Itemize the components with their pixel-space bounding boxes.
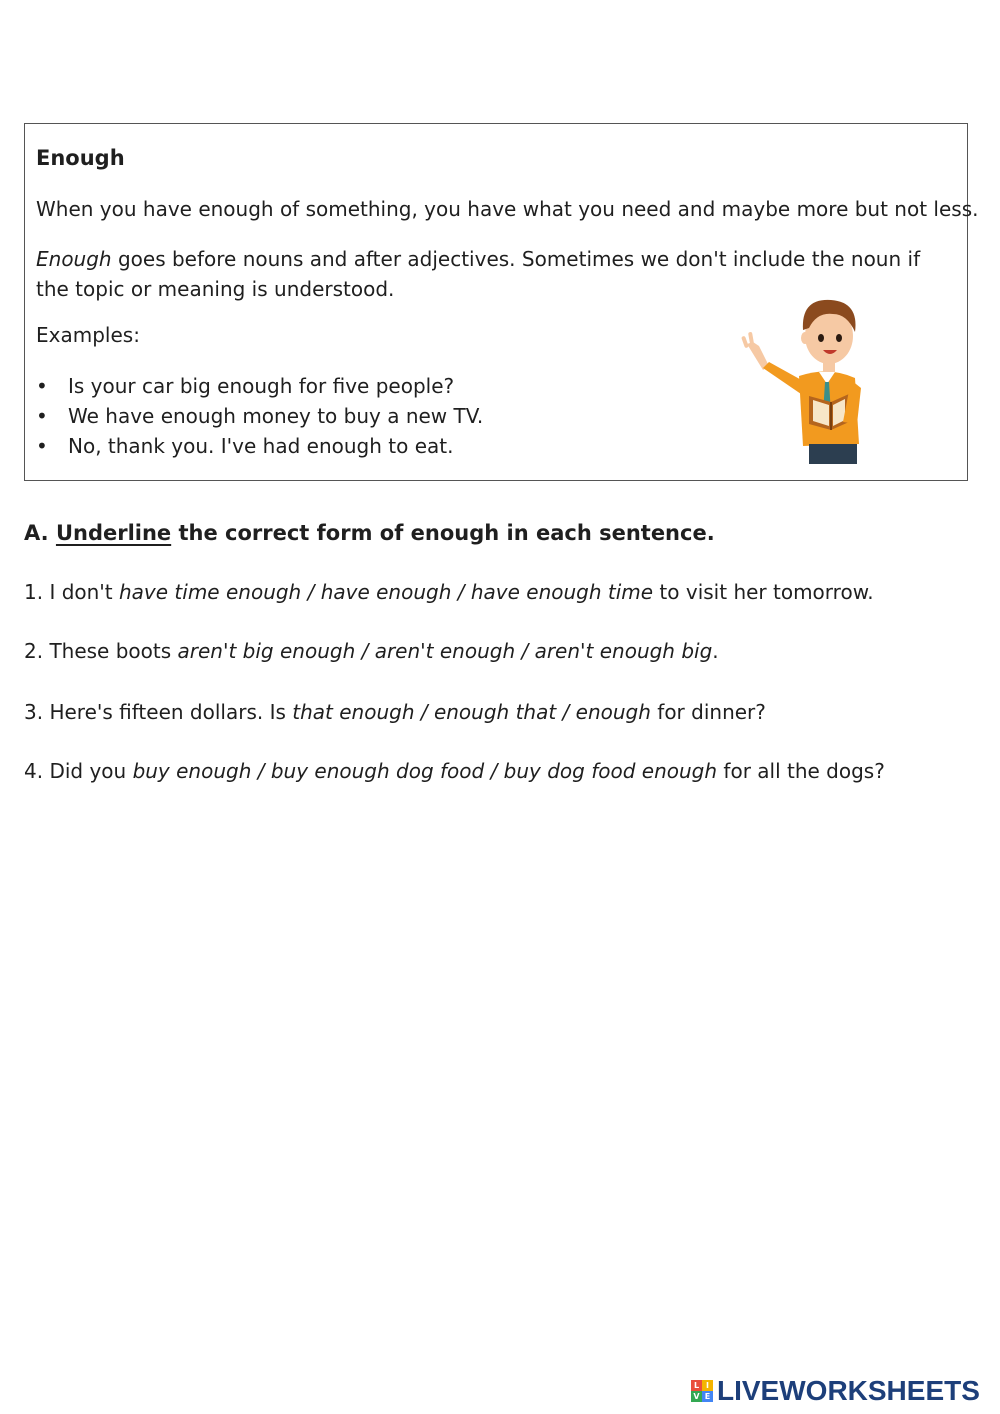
answer-options[interactable]: that enough / enough that / enough bbox=[292, 700, 651, 724]
rule-definition: When you have enough of something, you have what you need and maybe more but not less. bbox=[36, 197, 979, 221]
example-item: • We have enough money to buy a new TV. bbox=[36, 404, 484, 428]
answer-options[interactable]: have time enough / have enough / have enough time bbox=[119, 580, 654, 604]
exercise-instruction: A. Underline the correct form of enough in each sentence. bbox=[24, 521, 715, 545]
example-item: • No, thank you. I've had enough to eat. bbox=[36, 434, 454, 458]
answer-options[interactable]: aren't big enough / aren't enough / aren't enough big bbox=[177, 639, 713, 663]
liveworksheets-brand bbox=[691, 1374, 980, 1408]
examples-list bbox=[36, 371, 483, 461]
example-item: • Is your car big enough for five people? bbox=[36, 374, 455, 398]
teacher-illustration bbox=[739, 284, 879, 469]
answer-options[interactable]: buy enough / buy enough dog food / buy dog food enough bbox=[132, 759, 718, 783]
question-4: 4. Did you buy enough / buy enough dog food / buy dog food enough for all the dogs? bbox=[24, 759, 885, 783]
rule-usage-text: goes before nouns and after adjectives. Sometimes we don't include the noun if the topic or meaning is understood. bbox=[36, 247, 921, 301]
brand-name: LIVEWORKSHEETS bbox=[717, 1375, 980, 1406]
rule-title: Enough bbox=[36, 146, 125, 170]
grammar-rule-box bbox=[24, 123, 979, 481]
question-2: 2. These boots aren't big enough / aren't enough / aren't enough big. bbox=[24, 639, 719, 663]
question-1: 1. I don't have time enough / have enough / have enough time to visit her tomorrow. bbox=[24, 580, 874, 604]
examples-label: Examples: bbox=[36, 323, 140, 347]
question-3: 3. Here's fifteen dollars. Is that enough / enough that / enough for dinner? bbox=[24, 700, 766, 724]
rule-usage-term: Enough bbox=[36, 247, 112, 271]
liveworksheets-logo-icon: L I V E bbox=[691, 1380, 713, 1402]
